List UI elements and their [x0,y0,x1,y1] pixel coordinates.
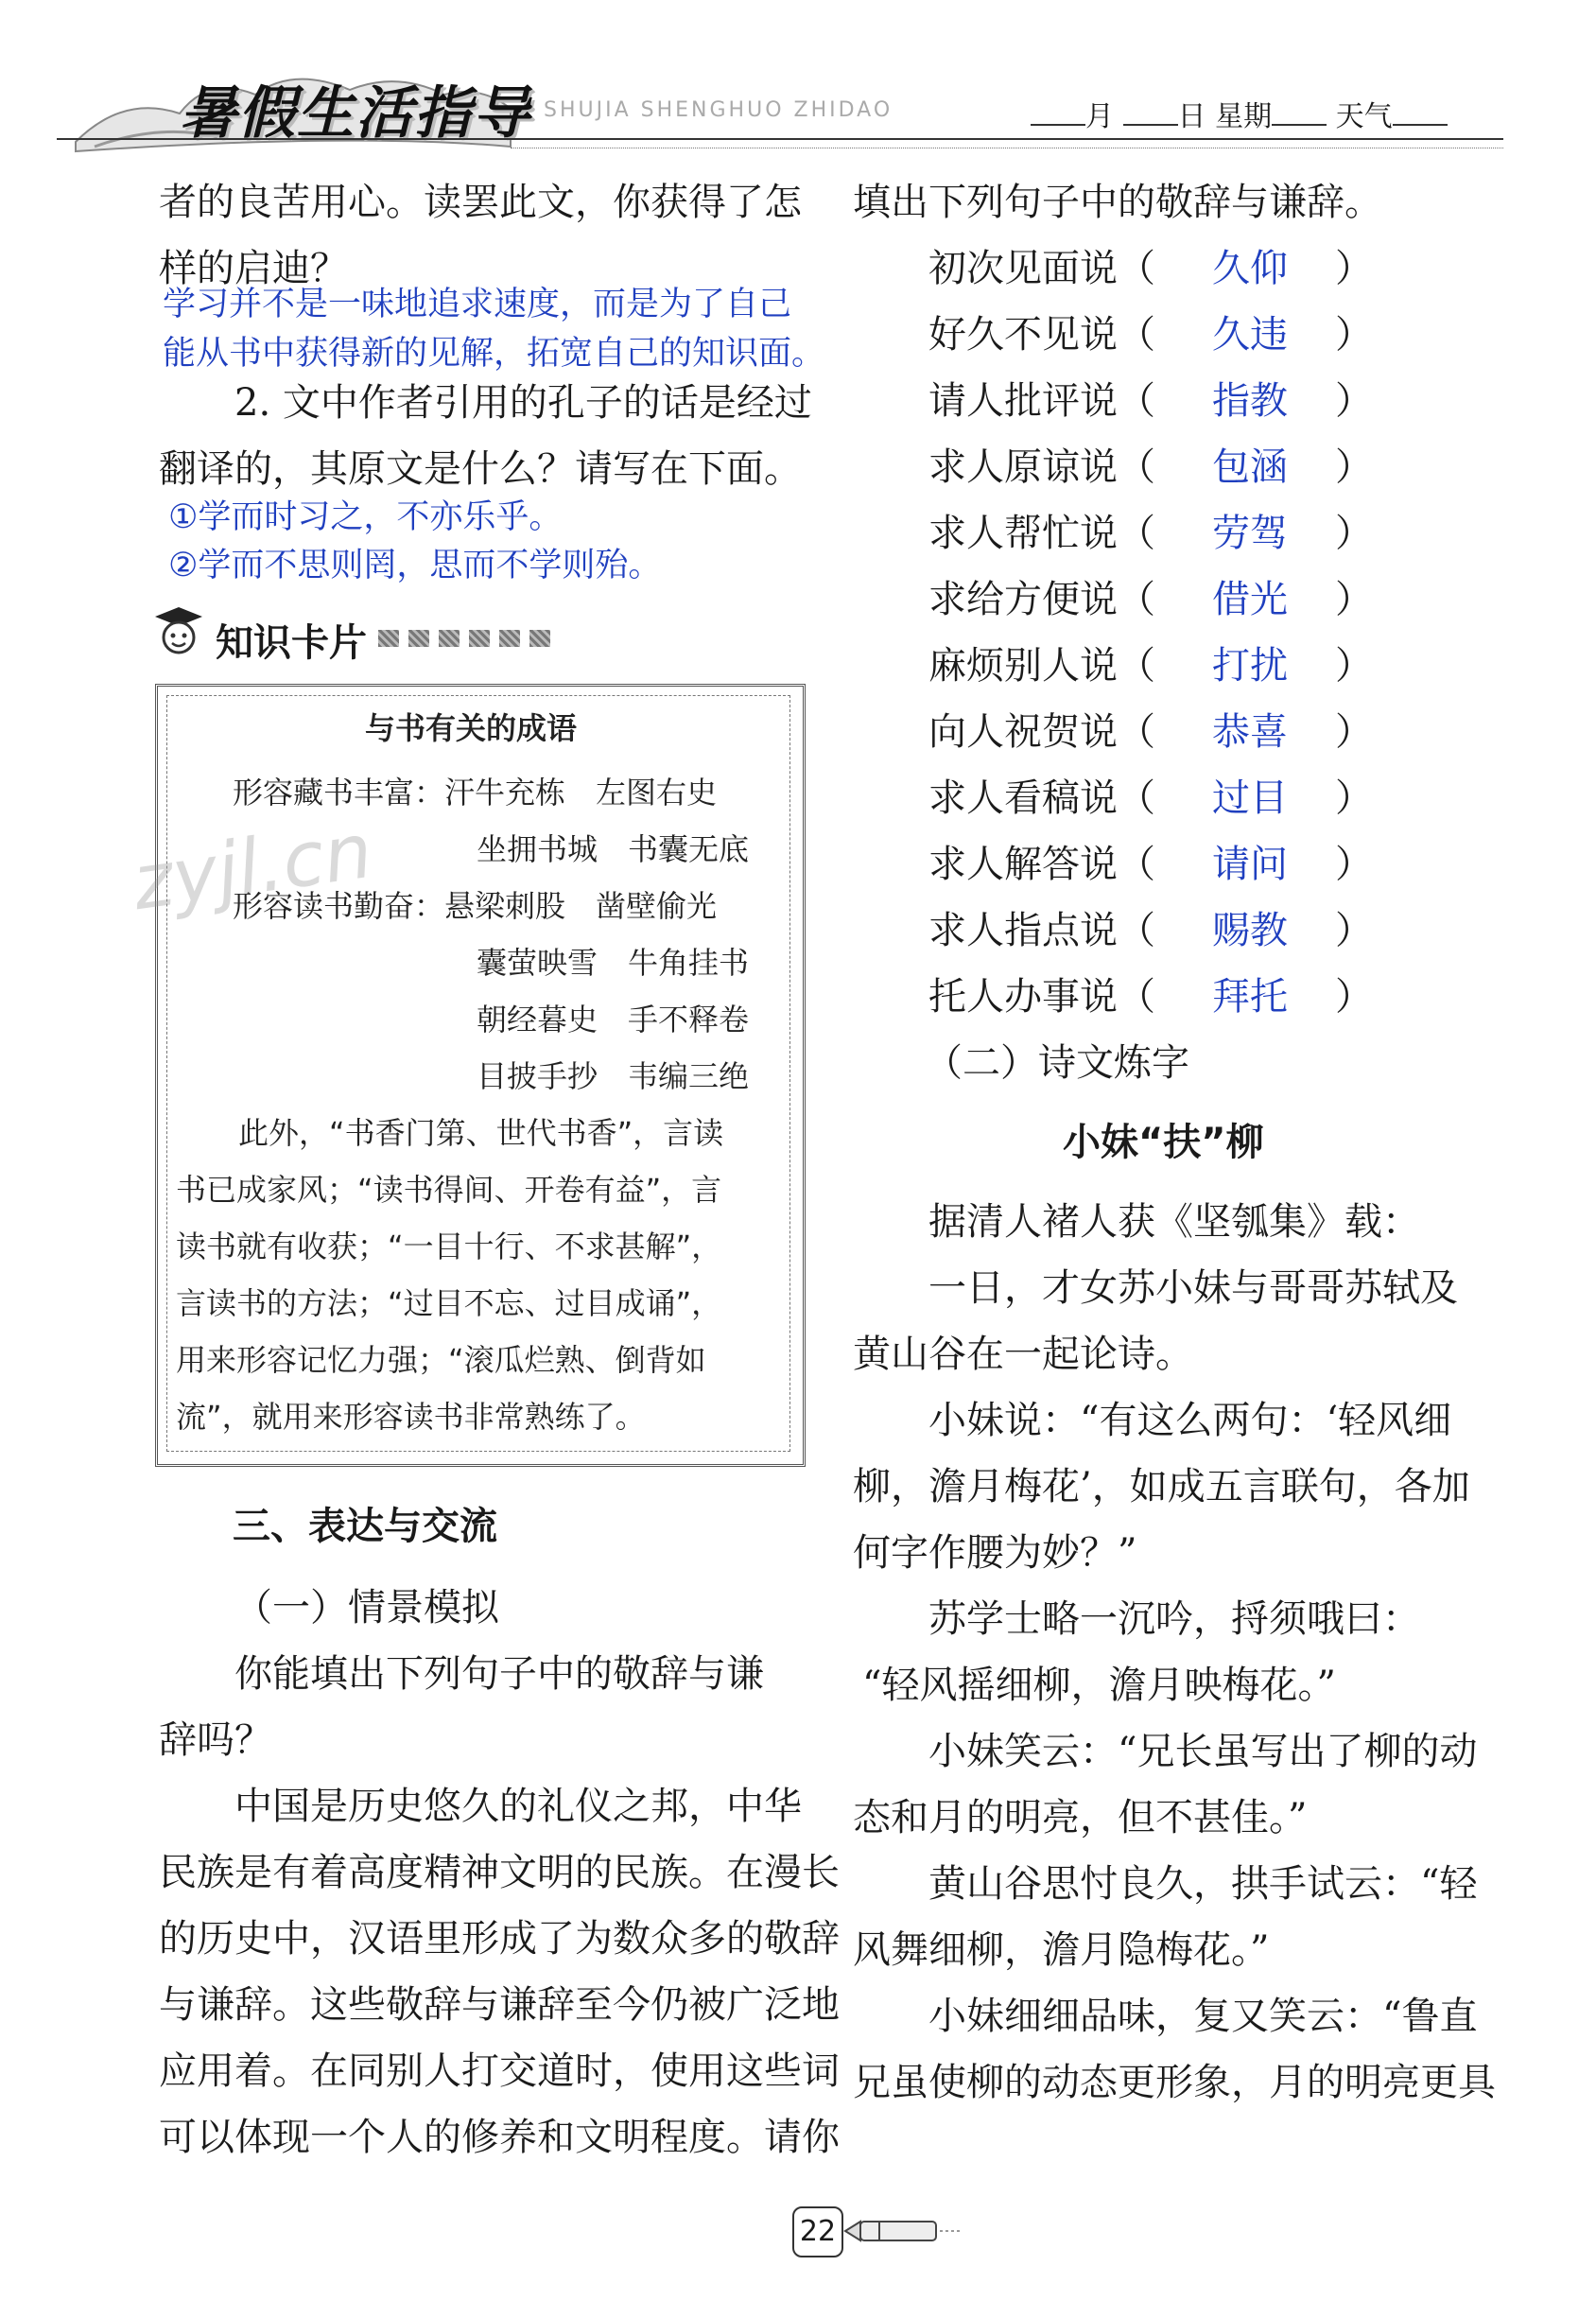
story-line: 据清人褚人获《坚瓠集》载： [928,1200,1420,1244]
row-answer: 过目 [1212,776,1288,820]
story-line: 兄虽使柳的动态更形象，月的明亮更具 [853,2061,1496,2104]
card-line: 流”，就用来形容读书非常熟练了。 [176,1399,646,1435]
row-close-paren: ） [1335,578,1373,621]
story-line: 苏学士略一沉吟，捋须哦曰： [928,1597,1420,1641]
row-close-paren: ） [1335,909,1373,952]
subsection-heading: （二）诗文炼字 [925,1041,1189,1085]
question-line: 辞吗？ [159,1718,272,1762]
paragraph-line: 填出下列句子中的敬辞与谦辞。 [853,181,1382,224]
knowledge-card-heading: 知识卡片 [216,621,367,665]
graduate-cap-icon [149,603,208,656]
row-close-paren: ） [1335,975,1373,1019]
row-prompt: 求人解答说（ [928,843,1155,886]
story-line: 小妹说：“有这么两句：‘轻风细 [928,1399,1452,1442]
row-close-paren: ） [1335,776,1373,820]
row-prompt: 初次见面说（ [928,247,1155,290]
handwritten-answer: ①学而时习之，不亦乐乎。 [168,498,563,536]
row-close-paren: ） [1335,379,1373,423]
row-close-paren: ） [1335,313,1373,357]
card-line: 此外，“书香门第、世代书香”，言读 [238,1115,724,1151]
card-line: 朝经暮史 手不释卷 [477,1002,750,1037]
card-line: 囊萤映雪 牛角挂书 [477,945,750,981]
row-answer: 借光 [1212,578,1288,621]
card-line: 用来形容记忆力强；“滚瓜烂熟、倒背如 [176,1342,706,1378]
story-line: 柳，澹月梅花’，如成五言联句，各加 [853,1465,1470,1508]
heading-decoration [378,630,560,651]
handwritten-answer: 能从书中获得新的见解，拓宽自己的知识面。 [163,335,825,373]
header-divider [57,138,1503,140]
row-answer: 请问 [1212,843,1288,886]
story-line: 何字作腰为妙？” [853,1531,1137,1575]
row-prompt: 求人指点说（ [928,909,1155,952]
paragraph-line: 可以体现一个人的修养和文明程度。请你 [159,2116,840,2159]
row-prompt: 求人原谅说（ [928,445,1155,489]
card-line: 读书就有收获；“一目十行、不求甚解”， [176,1229,722,1264]
row-prompt: 求人看稿说（ [928,776,1155,820]
paragraph-line: 者的良苦用心。读罢此文，你获得了怎 [159,181,802,224]
row-answer: 久仰 [1212,247,1288,290]
row-answer: 拜托 [1212,975,1288,1019]
row-close-paren: ） [1335,843,1373,886]
week-label: 星期 [1215,100,1273,133]
weather-label: 天气 [1335,100,1393,133]
row-answer: 劳驾 [1212,512,1288,555]
month-blank [1031,103,1085,126]
question-line: 2. 文中作者引用的孔子的话是经过 [234,381,812,425]
row-answer: 恭喜 [1212,710,1288,754]
page-number: 22 [792,2206,843,2257]
header-pinyin: SHUJIA SHENGHUO ZHIDAO [544,98,893,122]
day-label: 日 [1177,100,1206,133]
card-line: 言读书的方法；“过目不忘、过目成诵”， [176,1285,722,1321]
story-line: 小妹细细品味，复又笑云：“鲁直 [928,1995,1478,2038]
paragraph-line: 样的启迪？ [159,247,348,290]
row-answer: 久违 [1212,313,1288,357]
day-blank [1123,103,1178,126]
row-close-paren: ） [1335,512,1373,555]
section-heading: 三、表达与交流 [233,1505,497,1548]
month-label: 月 [1085,100,1114,133]
card-line: 形容读书勤奋：悬梁刺股 凿壁偷光 [233,888,718,924]
pencil-icon [841,2208,964,2256]
row-answer: 打扰 [1212,644,1288,688]
handwritten-answer: ②学而不思则罔，思而不学则殆。 [168,547,662,584]
row-close-paren: ） [1335,644,1373,688]
weather-blank [1393,103,1448,126]
row-answer: 指教 [1212,379,1288,423]
header-date-fields [1031,93,1448,134]
watermark: zyjl.cn [127,806,378,928]
story-line: 黄山谷思忖良久，拱手试云：“轻 [928,1862,1478,1906]
story-line: 风舞细柳，澹月隐梅花。” [853,1928,1270,1972]
row-prompt: 请人批评说（ [928,379,1155,423]
question-line: 你能填出下列句子中的敬辞与谦 [234,1652,764,1696]
story-line: 小妹笑云：“兄长虽写出了柳的动 [928,1730,1478,1773]
subsection-heading: （一）情景模拟 [234,1586,499,1630]
card-line: 坐拥书城 书囊无底 [477,831,750,867]
row-prompt: 求给方便说（ [928,578,1155,621]
card-line: 目披手抄 韦编三绝 [477,1058,750,1094]
handwritten-answer: 学习并不是一味地追求速度，而是为了自己 [163,286,792,323]
story-title: 小妹“扶”柳 [1063,1121,1264,1164]
row-answer: 包涵 [1212,445,1288,489]
story-line: 一日，才女苏小妹与哥哥苏轼及 [928,1266,1458,1310]
story-line: 态和月的明亮，但不甚佳。” [853,1796,1308,1839]
paragraph-line: 应用着。在同别人打交道时，使用这些词 [159,2049,840,2093]
row-prompt: 托人办事说（ [928,975,1155,1019]
card-title: 与书有关的成语 [365,710,578,746]
header-title: 暑假生活指导 [180,80,531,147]
story-line: “轻风摇细柳，澹月映梅花。” [862,1664,1336,1707]
week-blank [1272,103,1327,126]
paragraph-line: 民族是有着高度精神文明的民族。在漫长 [159,1851,840,1894]
row-prompt: 向人祝贺说（ [928,710,1155,754]
row-answer: 赐教 [1212,909,1288,952]
row-prompt: 麻烦别人说（ [928,644,1155,688]
row-prompt: 好久不见说（ [928,313,1155,357]
card-line: 书已成家风；“读书得间、开卷有益”，言 [176,1172,722,1208]
question-line: 翻译的，其原文是什么？请写在下面。 [159,447,802,491]
story-line: 黄山谷在一起论诗。 [853,1333,1193,1376]
row-close-paren: ） [1335,247,1373,290]
row-close-paren: ） [1335,445,1373,489]
row-prompt: 求人帮忙说（ [928,512,1155,555]
row-close-paren: ） [1335,710,1373,754]
paragraph-line: 与谦辞。这些敬辞与谦辞至今仍被广泛地 [159,1983,840,2027]
paragraph-line: 的历史中，汉语里形成了为数众多的敬辞 [159,1917,840,1961]
card-line: 形容藏书丰富：汗牛充栋 左图右史 [233,775,718,811]
paragraph-line: 中国是历史悠久的礼仪之邦，中华 [234,1785,802,1828]
